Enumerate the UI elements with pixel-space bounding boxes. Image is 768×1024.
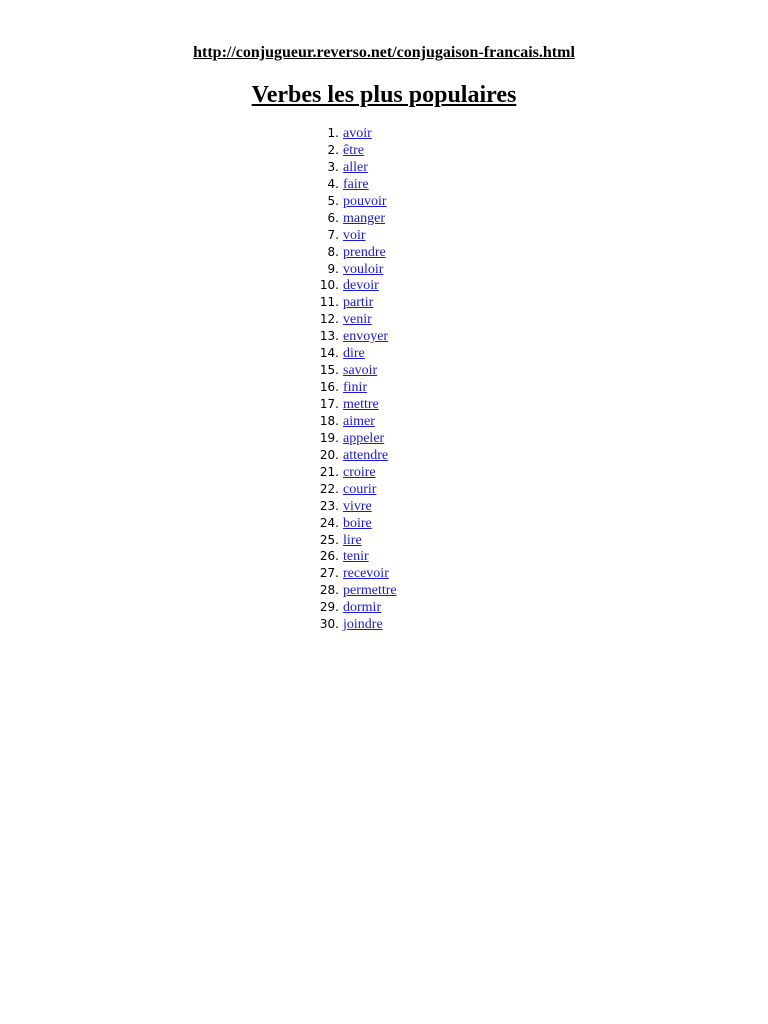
verb-link[interactable]: finir: [343, 380, 368, 396]
verb-link[interactable]: venir: [343, 312, 372, 328]
list-item: [300, 194, 397, 211]
page-title: Verbes les plus populaires: [251, 82, 517, 108]
verb-link[interactable]: manger: [343, 210, 385, 226]
verb-link[interactable]: permettre: [343, 583, 397, 599]
verb-link[interactable]: appeler: [343, 430, 385, 446]
list-item: [300, 262, 397, 279]
verb-link[interactable]: savoir: [343, 363, 378, 379]
list-item: [300, 363, 397, 380]
list-number: 14.: [319, 346, 339, 361]
list-item: [300, 346, 397, 363]
verb-link[interactable]: vivre: [343, 498, 372, 514]
list-item: [300, 312, 397, 329]
list-number: 21.: [319, 464, 339, 479]
list-number: 3.: [327, 159, 339, 174]
list-item: [300, 380, 397, 397]
verb-link[interactable]: croire: [343, 464, 376, 480]
list-item: [300, 482, 397, 499]
list-item: [300, 397, 397, 414]
list-number: 7.: [327, 227, 339, 242]
list-number: 19.: [319, 430, 339, 445]
list-number: 26.: [319, 549, 339, 564]
verb-link[interactable]: aimer: [343, 413, 375, 429]
list-number: 1.: [327, 126, 339, 140]
list-item: [300, 617, 397, 634]
list-number: 22.: [319, 481, 339, 496]
verb-link[interactable]: courir: [343, 481, 377, 497]
list-number: 13.: [319, 329, 339, 344]
list-number: 5.: [327, 193, 339, 208]
list-number: 10.: [319, 278, 339, 293]
list-item: [300, 499, 397, 516]
verb-link[interactable]: boire: [343, 515, 372, 531]
list-item: [300, 160, 397, 177]
verb-link[interactable]: pouvoir: [343, 193, 387, 209]
list-item: [300, 143, 397, 160]
verb-list: [300, 126, 397, 634]
list-number: 6.: [327, 210, 339, 225]
verb-link[interactable]: faire: [343, 176, 369, 192]
list-number: 12.: [319, 312, 339, 327]
verb-link[interactable]: dire: [343, 346, 365, 362]
verb-link[interactable]: voir: [343, 227, 366, 243]
list-number: 20.: [319, 447, 339, 462]
list-item: [300, 177, 397, 194]
verb-link[interactable]: prendre: [343, 244, 386, 260]
list-item: [300, 295, 397, 312]
list-number: 9.: [327, 261, 339, 276]
verb-link[interactable]: avoir: [343, 126, 372, 141]
list-number: 30.: [319, 617, 339, 632]
list-number: 27.: [319, 566, 339, 581]
list-item: [300, 329, 397, 346]
list-number: 16.: [319, 380, 339, 395]
list-number: 17.: [319, 397, 339, 411]
list-number: 4.: [327, 176, 339, 191]
list-item: [300, 126, 397, 143]
verb-link[interactable]: mettre: [343, 397, 379, 412]
verb-link[interactable]: partir: [343, 295, 374, 311]
list-number: 8.: [327, 244, 339, 259]
list-number: 18.: [319, 413, 339, 428]
verb-link[interactable]: dormir: [343, 600, 382, 616]
list-item: [300, 245, 397, 262]
source-url-link[interactable]: http://conjugueur.reverso.net/conjugaison-francais.html: [193, 44, 575, 61]
list-item: [300, 414, 397, 431]
list-number: 29.: [319, 600, 339, 615]
list-item: [300, 549, 397, 566]
list-item: [300, 583, 397, 600]
list-item: [300, 431, 397, 448]
verb-link[interactable]: joindre: [343, 617, 383, 633]
list-item: [300, 533, 397, 550]
list-number: 23.: [319, 498, 339, 513]
list-item: [300, 448, 397, 465]
list-number: 2.: [327, 142, 339, 157]
verb-link[interactable]: envoyer: [343, 329, 389, 345]
verb-link[interactable]: vouloir: [343, 261, 384, 277]
list-item: [300, 211, 397, 228]
verb-link[interactable]: recevoir: [343, 566, 389, 582]
verb-link[interactable]: être: [343, 142, 364, 158]
list-item: [300, 600, 397, 617]
list-item: [300, 228, 397, 245]
list-item: [300, 465, 397, 482]
list-item: [300, 278, 397, 295]
verb-link[interactable]: tenir: [343, 549, 369, 565]
list-item: [300, 566, 397, 583]
verb-link[interactable]: devoir: [343, 278, 379, 294]
list-number: 15.: [319, 363, 339, 378]
list-number: 24.: [319, 515, 339, 530]
list-number: 11.: [319, 295, 339, 310]
list-number: 25.: [319, 532, 339, 547]
verb-link[interactable]: attendre: [343, 447, 389, 463]
list-number: 28.: [319, 583, 339, 598]
list-item: [300, 516, 397, 533]
verb-link[interactable]: aller: [343, 159, 368, 175]
verb-link[interactable]: lire: [343, 532, 362, 548]
